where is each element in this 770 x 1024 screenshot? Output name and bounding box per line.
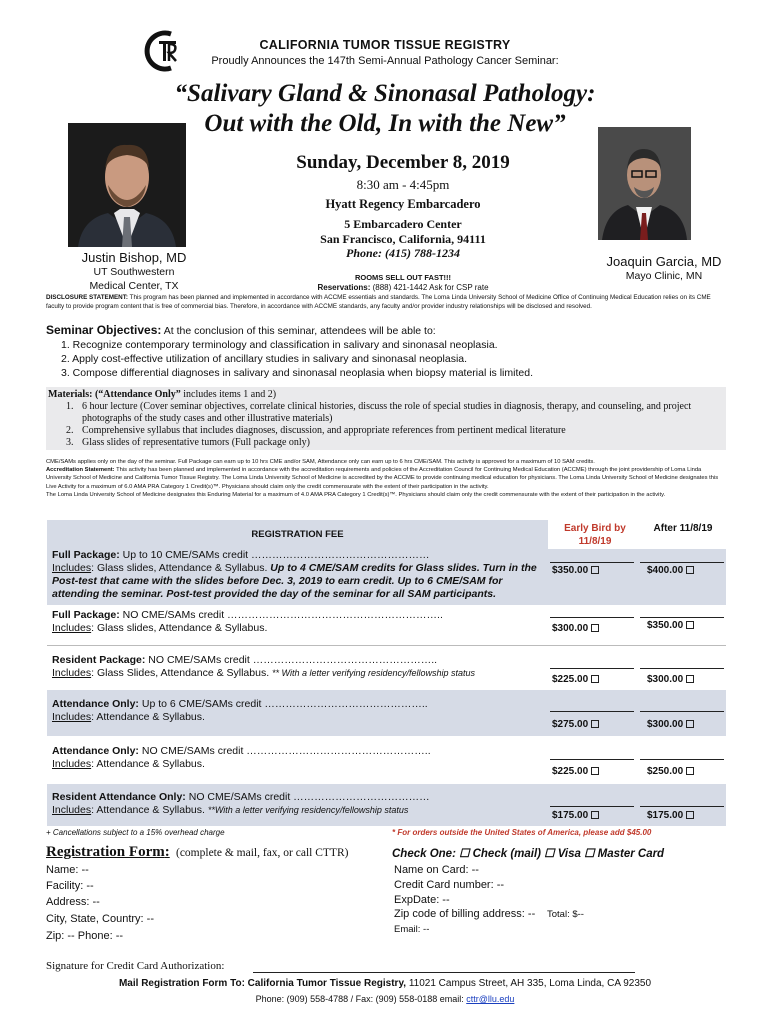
checkbox-icon[interactable] [686,767,694,775]
reservations-text: (888) 421-1442 Ask for CSP rate [370,283,489,292]
early-price-option[interactable] [552,766,599,777]
after-price-option[interactable] [647,719,694,730]
speaker-left-name: Justin Bishop, MD [81,250,187,265]
fee-row-includes-label: Includes [52,667,92,679]
registration-form-title-text: Registration Form [46,844,165,860]
accreditation-label: Accreditation Statement: [46,467,115,474]
signature-label: Signature for Credit Card Authorization: [46,960,225,972]
exp-date-field[interactable]: ExpDate: -- [394,894,450,906]
name-on-card-field[interactable]: Name on Card: -- [394,864,479,876]
fee-row-title-rest: Up to 6 CME/SAMs credit ……………………………………….. [138,698,428,710]
after-price: $350.00 [647,620,684,631]
fee-row-includes-label: Includes [52,758,92,770]
fee-row-resident-attendance [47,784,726,826]
organization-name: CALIFORNIA TUMOR TISSUE REGISTRY [259,38,511,52]
checkbox-icon[interactable] [591,811,599,819]
contact-line [0,994,770,1004]
zip-phone-field[interactable]: Zip: -- Phone: -- [46,930,124,942]
fee-row-includes-label: Includes [52,562,92,574]
early-price-option[interactable] [552,674,599,685]
materials-item [66,401,726,425]
registration-fee-header: REGISTRATION FEE [47,520,548,549]
contact-text: Phone: (909) 558-4788 / Fax: (909) 558-0188 email: [255,994,467,1004]
email-field[interactable]: Email: -- [394,924,430,935]
fee-row-title: Attendance Only: [52,698,139,710]
fee-row-title: Resident Attendance Only: [52,791,186,803]
materials-item [66,437,726,449]
registration-form-subtitle: (complete & mail, fax, or call CTTR) [176,847,349,859]
total-field[interactable]: Total: $-- [547,909,584,920]
price-line [550,562,634,563]
price-line [640,806,724,807]
mail-to-line [0,978,770,989]
speaker-right-affiliation: Mayo Clinic, MN [625,270,703,282]
fee-row-title-rest: NO CME/SAMs credit …………………………………………….. [145,654,438,666]
after-price-option[interactable] [647,565,694,576]
checkbox-icon[interactable] [686,675,694,683]
early-price: $225.00 [552,766,589,777]
checkbox-icon[interactable] [591,624,599,632]
cme-paragraph-3: The Loma Linda University School of Medicine designates this Enduring Material for a maximum of 4.0 AMA PRA Category 1 Credit(s)™. Physicians should claim only the credit commensurate with the extent of their participation in the activity. [46,491,666,498]
cme-paragraph-2 [46,466,726,491]
seminar-title-line1: “Salivary Gland & Sinonasal Pathology: [174,80,596,107]
checkbox-icon[interactable] [686,720,694,728]
price-line [640,759,724,760]
checkbox-icon[interactable] [591,767,599,775]
materials-item-number: 2. [66,425,74,436]
fee-row-includes: : Glass slides, Attendance & Syllabus. [91,622,268,634]
fee-row-includes: : Glass Slides, Attendance & Syllabus. [91,667,273,679]
checkbox-icon[interactable] [686,811,694,819]
materials-rest: includes items 1 and 2) [180,389,277,400]
early-price-option[interactable] [552,565,599,576]
materials-item-text: 6 hour lecture (Cover seminar objectives, correlate clinical histories, discuss the role of special studies in diagnosis, therapy, and counseling, and project photographs of the study cases and other illustrative materials) [82,401,692,424]
after-price: $300.00 [647,719,684,730]
venue-address-line1: 5 Embarcadero Center [344,217,462,231]
price-line [640,711,724,712]
fee-row-title: Full Package: [52,609,120,621]
fee-row-includes: : Glass slides, Attendance & Syllabus. [91,562,271,574]
materials-attendance-only: (“Attendance Only” [92,389,181,400]
after-price: $175.00 [647,810,684,821]
fee-row-attendance-no-cme [47,737,726,783]
event-date: Sunday, December 8, 2019 [296,152,510,173]
announcement: Proudly Announces the 147th Semi-Annual Pathology Cancer Seminar: [211,55,559,67]
fee-row-text [52,654,547,680]
price-line [550,806,634,807]
speaker-left-affiliation-2: Medical Center, TX [89,280,179,292]
seminar-title-line2: Out with the Old, In with the New” [204,110,566,137]
registration-form-colon: : [164,844,170,860]
registration-form-title [46,844,170,861]
fee-row-title-rest: NO CME/SAMs credit …………………………………………………….. [119,609,443,621]
fee-row-includes-label: Includes [52,711,92,723]
objectives-label: Seminar Objectives: [46,323,162,337]
fee-row-includes-label: Includes [52,622,92,634]
early-price-option[interactable] [552,810,599,821]
fee-row-title-rest: Up to 10 CME/SAMs credit …………………………………………… [119,549,430,561]
fee-row-includes: : Attendance & Syllabus. [91,804,208,816]
after-price-option[interactable] [647,620,694,631]
price-line [550,617,634,618]
mail-to-label: Mail Registration Form To: California Tumor Tissue Registry, [118,978,407,989]
rooms-notice: ROOMS SELL OUT FAST!!! [354,273,452,282]
checkbox-icon[interactable] [591,566,599,574]
price-line [640,668,724,669]
checkbox-icon[interactable] [591,720,599,728]
facility-field[interactable]: Facility: -- [46,880,94,892]
checkbox-icon[interactable] [686,621,694,629]
fee-row-note: ** With a letter verifying residency/fellowship status [272,668,476,678]
fee-row-resident-package [47,645,726,689]
email-link[interactable]: cttr@llu.edu [466,994,515,1004]
materials-item-number: 3. [66,437,74,448]
after-price-option[interactable] [647,674,694,685]
price-line [640,562,724,563]
billing-zip-field[interactable]: Zip code of billing address: -- [394,908,536,920]
payment-method-options[interactable]: Check One: ☐ Check (mail) ☐ Visa ☐ Master Card [392,848,665,860]
fee-row-text [52,549,547,601]
price-line [550,711,634,712]
mail-to-address: 11021 Campus Street, AH 335, Loma Linda, CA 92350 [406,978,652,989]
checkbox-icon[interactable] [591,675,599,683]
fee-row-text [52,791,547,817]
fee-row-title-rest: NO CME/SAMs credit ………………………………… [185,791,430,803]
fee-row-title: Resident Package: [52,654,146,666]
cancellation-note: + Cancellations subject to a 15% overhead charge [46,828,225,837]
name-field[interactable]: Name: -- [46,864,89,876]
cme-statement [46,458,726,499]
fee-row-text [52,745,547,771]
materials-box [46,387,726,450]
speaker-right-name: Joaquin Garcia, MD [606,254,722,269]
credit-card-number-field[interactable]: Credit Card number: -- [394,879,505,891]
after-price-option[interactable] [647,810,694,821]
address-field[interactable]: Address: -- [46,896,100,908]
venue-address-line2: San Francisco, California, 94111 [320,232,486,246]
disclosure-statement [46,294,718,311]
cme-paragraph-1: CME/SAMs applies only on the day of the seminar. Full Package can earn up to 10 hrs CME and/or SAM, Attendance only can earn up to 6 hrs CME/SAM. This activity is approved for a maximum of 10 SAM credits. [46,459,595,465]
fee-row-full-package-cme [47,549,726,605]
materials-item-text: Comprehensive syllabus that includes diagnoses, discussion, and appropriate references from pertinent medical literature [82,425,566,436]
materials-item [66,425,726,437]
early-bird-header: Early Bird by 11/8/19 [564,523,626,547]
disclosure-text: This program has been planned and implemented in accordance with ACCME essentials and standards. The Loma Linda University School of Medicine Office of Continuing Medical Education relies on its CME faculty to provide program content that is free of commercial bias. Therefore, in accordance with ACCME standards, any faculty and/or provider industry relationships will be disclosed and resolved. [46,294,711,310]
early-price: $175.00 [552,810,589,821]
event-time: 8:30 am - 4:45pm [356,177,450,192]
checkbox-icon[interactable] [686,566,694,574]
materials-item-text: Glass slides of representative tumors (Full package only) [82,437,310,448]
early-price-option[interactable] [552,623,599,634]
seminar-objectives [46,323,726,380]
after-price: $400.00 [647,565,684,576]
after-price-option[interactable] [647,766,694,777]
fee-row-includes: : Attendance & Syllabus. [91,711,205,723]
fee-row-note: **With a letter verifying residency/fellowship status [207,805,409,815]
early-price: $275.00 [552,719,589,730]
objective-item: 2. Apply cost-effective utilization of ancillary studies in salivary and sinonasal neoplasia. [61,353,468,365]
materials-item-number: 1. [66,401,74,412]
fee-row-includes-label: Includes [52,804,92,816]
fee-row-full-package-no-cme [47,606,726,644]
international-note: * For orders outside the United States of America, please add $45.00 [392,828,652,837]
price-line [640,617,724,618]
fee-row-title-rest: NO CME/SAMs credit …………………………………………….. [138,745,431,757]
fee-row-text [52,609,547,635]
early-price: $350.00 [552,565,589,576]
after-price: $300.00 [647,674,684,685]
signature-line[interactable] [253,972,635,973]
fee-row-includes: : Attendance & Syllabus. [91,758,205,770]
early-price: $225.00 [552,674,589,685]
fee-row-title: Full Package: [52,549,120,561]
price-line [550,759,634,760]
price-line [550,668,634,669]
fee-row-title: Attendance Only: [52,745,139,757]
after-date-header: After 11/8/19 [653,523,713,534]
fee-row-text [52,698,547,724]
objective-item: 1. Recognize contemporary terminology and classification in salivary and sinonasal neoplasia. [61,339,498,351]
early-price: $300.00 [552,623,589,634]
event-venue: Hyatt Regency Embarcadero [325,197,481,211]
fee-row-note: Up to 4 CME/SAM credits for Glass slides. Turn in the Post-test that came with the slides before Dec. 3, 2019 to earn credit. Up to 6 CME/SAM for attending the seminar. Post-test provided the day of the seminar for all SAM participants. [52,562,537,600]
objectives-intro: At the conclusion of this seminar, attendees will be able to: [161,325,436,337]
disclosure-label: DISCLOSURE STATEMENT: [46,294,128,301]
early-price-option[interactable] [552,719,599,730]
accreditation-text: This activity has been planned and implemented in accordance with the accreditation requirements and policies of the Accreditation Council for Continuing Medical Education (ACCME) through the joint providership of Loma Linda University School of Medicine and California Tumor Tissue Registry. The Loma Linda University School of Medicine is accredited by the ACCME to provide continuing medical education for physicians. The Loma Linda University School of Medicine designates this Live Activity for a maximum of 6.0 AMA PRA Category 1 Credit(s)™. Physicians should claim only the credit commensurate with the extent of their participation in the activity. [46,467,719,490]
speaker-left-affiliation-1: UT Southwestern [93,266,175,278]
objective-item: 3. Compose differential diagnoses in salivary and sinonasal neoplasia when biopsy material is limited. [61,367,533,379]
materials-label: Materials: [48,389,93,400]
city-state-country-field[interactable]: City, State, Country: -- [46,913,154,925]
after-price: $250.00 [647,766,684,777]
fee-row-attendance-cme [47,690,726,736]
reservations-label: Reservations: [317,283,371,292]
venue-phone: Phone: (415) 788-1234 [346,246,460,260]
